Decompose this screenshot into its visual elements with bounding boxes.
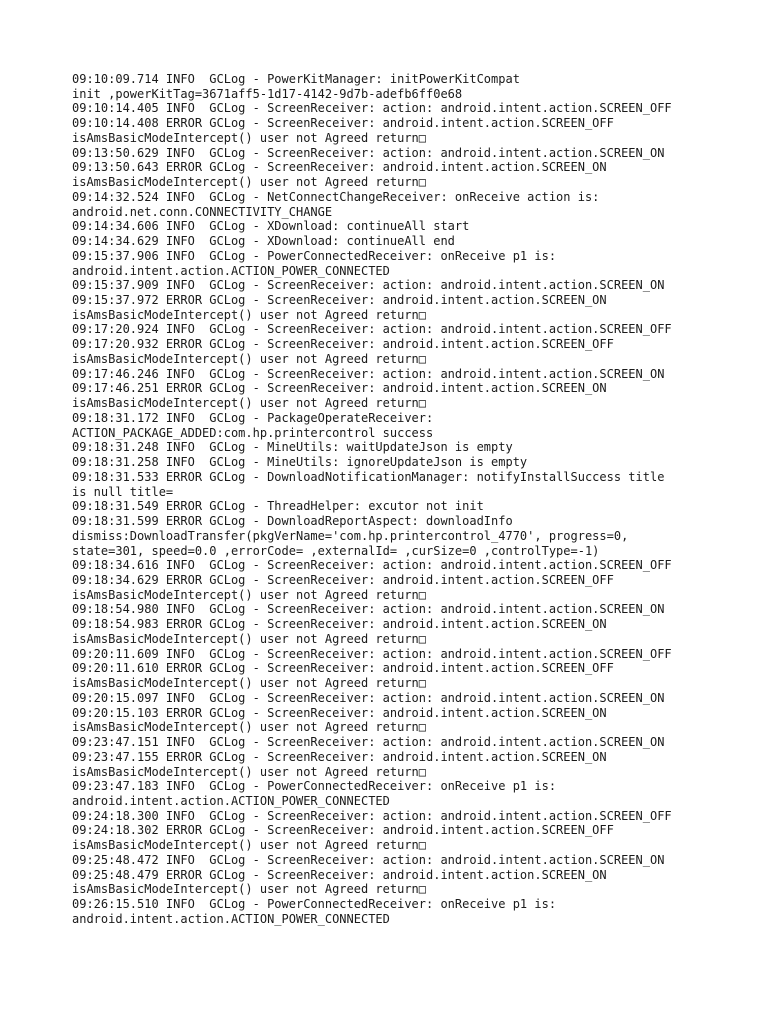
log-document — [72, 72, 712, 927]
log-line: isAmsBasicModeIntercept() user not Agreed return□ — [72, 175, 427, 190]
log-line: isAmsBasicModeIntercept() user not Agreed return□ — [72, 720, 427, 735]
log-line: is null title= — [72, 484, 174, 499]
log-line: 09:13:50.643 ERROR GCLog - ScreenReceiver: android.intent.action.SCREEN_ON — [72, 160, 607, 175]
log-line: android.intent.action.ACTION_POWER_CONNECTED — [72, 793, 390, 808]
log-line: 09:18:54.980 INFO GCLog - ScreenReceiver: action: android.intent.action.SCREEN_ON — [72, 602, 665, 617]
log-line: init ,powerKitTag=3671aff5-1d17-4142-9d7b-adefb6ff0e68 — [72, 86, 463, 101]
log-line: 09:18:34.629 ERROR GCLog - ScreenReceiver: android.intent.action.SCREEN_OFF — [72, 572, 614, 587]
log-line: 09:18:31.549 ERROR GCLog - ThreadHelper: excutor not init — [72, 499, 484, 514]
log-line: 09:24:18.300 INFO GCLog - ScreenReceiver: action: android.intent.action.SCREEN_OFF — [72, 808, 672, 823]
log-line: 09:17:46.251 ERROR GCLog - ScreenReceiver: android.intent.action.SCREEN_ON — [72, 381, 607, 396]
log-line: 09:26:15.510 INFO GCLog - PowerConnectedReceiver: onReceive p1 is: — [72, 897, 557, 912]
log-line: 09:20:15.103 ERROR GCLog - ScreenReceiver: android.intent.action.SCREEN_ON — [72, 705, 607, 720]
log-line: android.net.conn.CONNECTIVITY_CHANGE — [72, 204, 333, 219]
log-line: isAmsBasicModeIntercept() user not Agreed return□ — [72, 351, 427, 366]
log-line: 09:15:37.906 INFO GCLog - PowerConnectedReceiver: onReceive p1 is: — [72, 248, 557, 263]
log-line: 09:18:31.172 INFO GCLog - PackageOperateReceiver: — [72, 410, 434, 425]
log-line: 09:10:14.408 ERROR GCLog - ScreenReceiver: android.intent.action.SCREEN_OFF — [72, 116, 614, 131]
log-line: isAmsBasicModeIntercept() user not Agreed return□ — [72, 396, 427, 411]
log-line: 09:14:34.629 INFO GCLog - XDownload: continueAll end — [72, 234, 455, 249]
log-line: state=301, speed=0.0 ,errorCode= ,externalId= ,curSize=0 ,controlType=-1) — [72, 543, 600, 558]
log-line: 09:17:46.246 INFO GCLog - ScreenReceiver: action: android.intent.action.SCREEN_ON — [72, 366, 665, 381]
log-line: 09:25:48.479 ERROR GCLog - ScreenReceiver: android.intent.action.SCREEN_ON — [72, 867, 607, 882]
log-line: 09:18:31.258 INFO GCLog - MineUtils: ignoreUpdateJson is empty — [72, 455, 528, 470]
log-line: 09:13:50.629 INFO GCLog - ScreenReceiver: action: android.intent.action.SCREEN_ON — [72, 145, 665, 160]
log-line: 09:24:18.302 ERROR GCLog - ScreenReceiver: android.intent.action.SCREEN_OFF — [72, 823, 614, 838]
log-line: 09:17:20.924 INFO GCLog - ScreenReceiver: action: android.intent.action.SCREEN_OFF — [72, 322, 672, 337]
log-line: 09:17:20.932 ERROR GCLog - ScreenReceiver: android.intent.action.SCREEN_OFF — [72, 337, 614, 352]
log-line: ACTION_PACKAGE_ADDED:com.hp.printercontrol success — [72, 425, 434, 440]
log-line: isAmsBasicModeIntercept() user not Agreed return□ — [72, 130, 427, 145]
log-line: 09:20:15.097 INFO GCLog - ScreenReceiver: action: android.intent.action.SCREEN_ON — [72, 690, 665, 705]
log-line: 09:18:31.248 INFO GCLog - MineUtils: waitUpdateJson is empty — [72, 440, 513, 455]
log-line: isAmsBasicModeIntercept() user not Agreed return□ — [72, 838, 427, 853]
log-line: isAmsBasicModeIntercept() user not Agreed return□ — [72, 764, 427, 779]
log-line: isAmsBasicModeIntercept() user not Agreed return□ — [72, 882, 427, 897]
log-line: 09:18:31.599 ERROR GCLog - DownloadReportAspect: downloadInfo — [72, 514, 513, 529]
log-line: 09:23:47.151 INFO GCLog - ScreenReceiver: action: android.intent.action.SCREEN_ON — [72, 735, 665, 750]
log-line: dismiss:DownloadTransfer(pkgVerName='com.hp.printercontrol_4770', progress=0, — [72, 528, 629, 543]
log-line: isAmsBasicModeIntercept() user not Agreed return□ — [72, 587, 427, 602]
log-line: 09:18:31.533 ERROR GCLog - DownloadNotificationManager: notifyInstallSuccess title — [72, 469, 665, 484]
log-line: 09:15:37.909 INFO GCLog - ScreenReceiver: action: android.intent.action.SCREEN_ON — [72, 278, 665, 293]
log-line: 09:23:47.155 ERROR GCLog - ScreenReceiver: android.intent.action.SCREEN_ON — [72, 749, 607, 764]
log-line: 09:18:54.983 ERROR GCLog - ScreenReceiver: android.intent.action.SCREEN_ON — [72, 617, 607, 632]
log-line: isAmsBasicModeIntercept() user not Agreed return□ — [72, 676, 427, 691]
log-line: 09:20:11.610 ERROR GCLog - ScreenReceiver: android.intent.action.SCREEN_OFF — [72, 661, 614, 676]
log-line: 09:25:48.472 INFO GCLog - ScreenReceiver: action: android.intent.action.SCREEN_ON — [72, 852, 665, 867]
log-line: android.intent.action.ACTION_POWER_CONNECTED — [72, 911, 390, 926]
log-line: 09:23:47.183 INFO GCLog - PowerConnectedReceiver: onReceive p1 is: — [72, 779, 557, 794]
log-line: 09:14:34.606 INFO GCLog - XDownload: continueAll start — [72, 219, 470, 234]
log-line: 09:10:14.405 INFO GCLog - ScreenReceiver: action: android.intent.action.SCREEN_OFF — [72, 101, 672, 116]
log-line: 09:20:11.609 INFO GCLog - ScreenReceiver: action: android.intent.action.SCREEN_OFF — [72, 646, 672, 661]
log-line: isAmsBasicModeIntercept() user not Agreed return□ — [72, 307, 427, 322]
log-line: 09:14:32.524 INFO GCLog - NetConnectChangeReceiver: onReceive action is: — [72, 189, 600, 204]
log-line: 09:15:37.972 ERROR GCLog - ScreenReceiver: android.intent.action.SCREEN_ON — [72, 293, 607, 308]
log-line: isAmsBasicModeIntercept() user not Agreed return□ — [72, 631, 427, 646]
log-line: 09:18:34.616 INFO GCLog - ScreenReceiver: action: android.intent.action.SCREEN_OFF — [72, 558, 672, 573]
log-line: 09:10:09.714 INFO GCLog - PowerKitManager: initPowerKitCompat — [72, 72, 520, 86]
log-line: android.intent.action.ACTION_POWER_CONNECTED — [72, 263, 390, 278]
